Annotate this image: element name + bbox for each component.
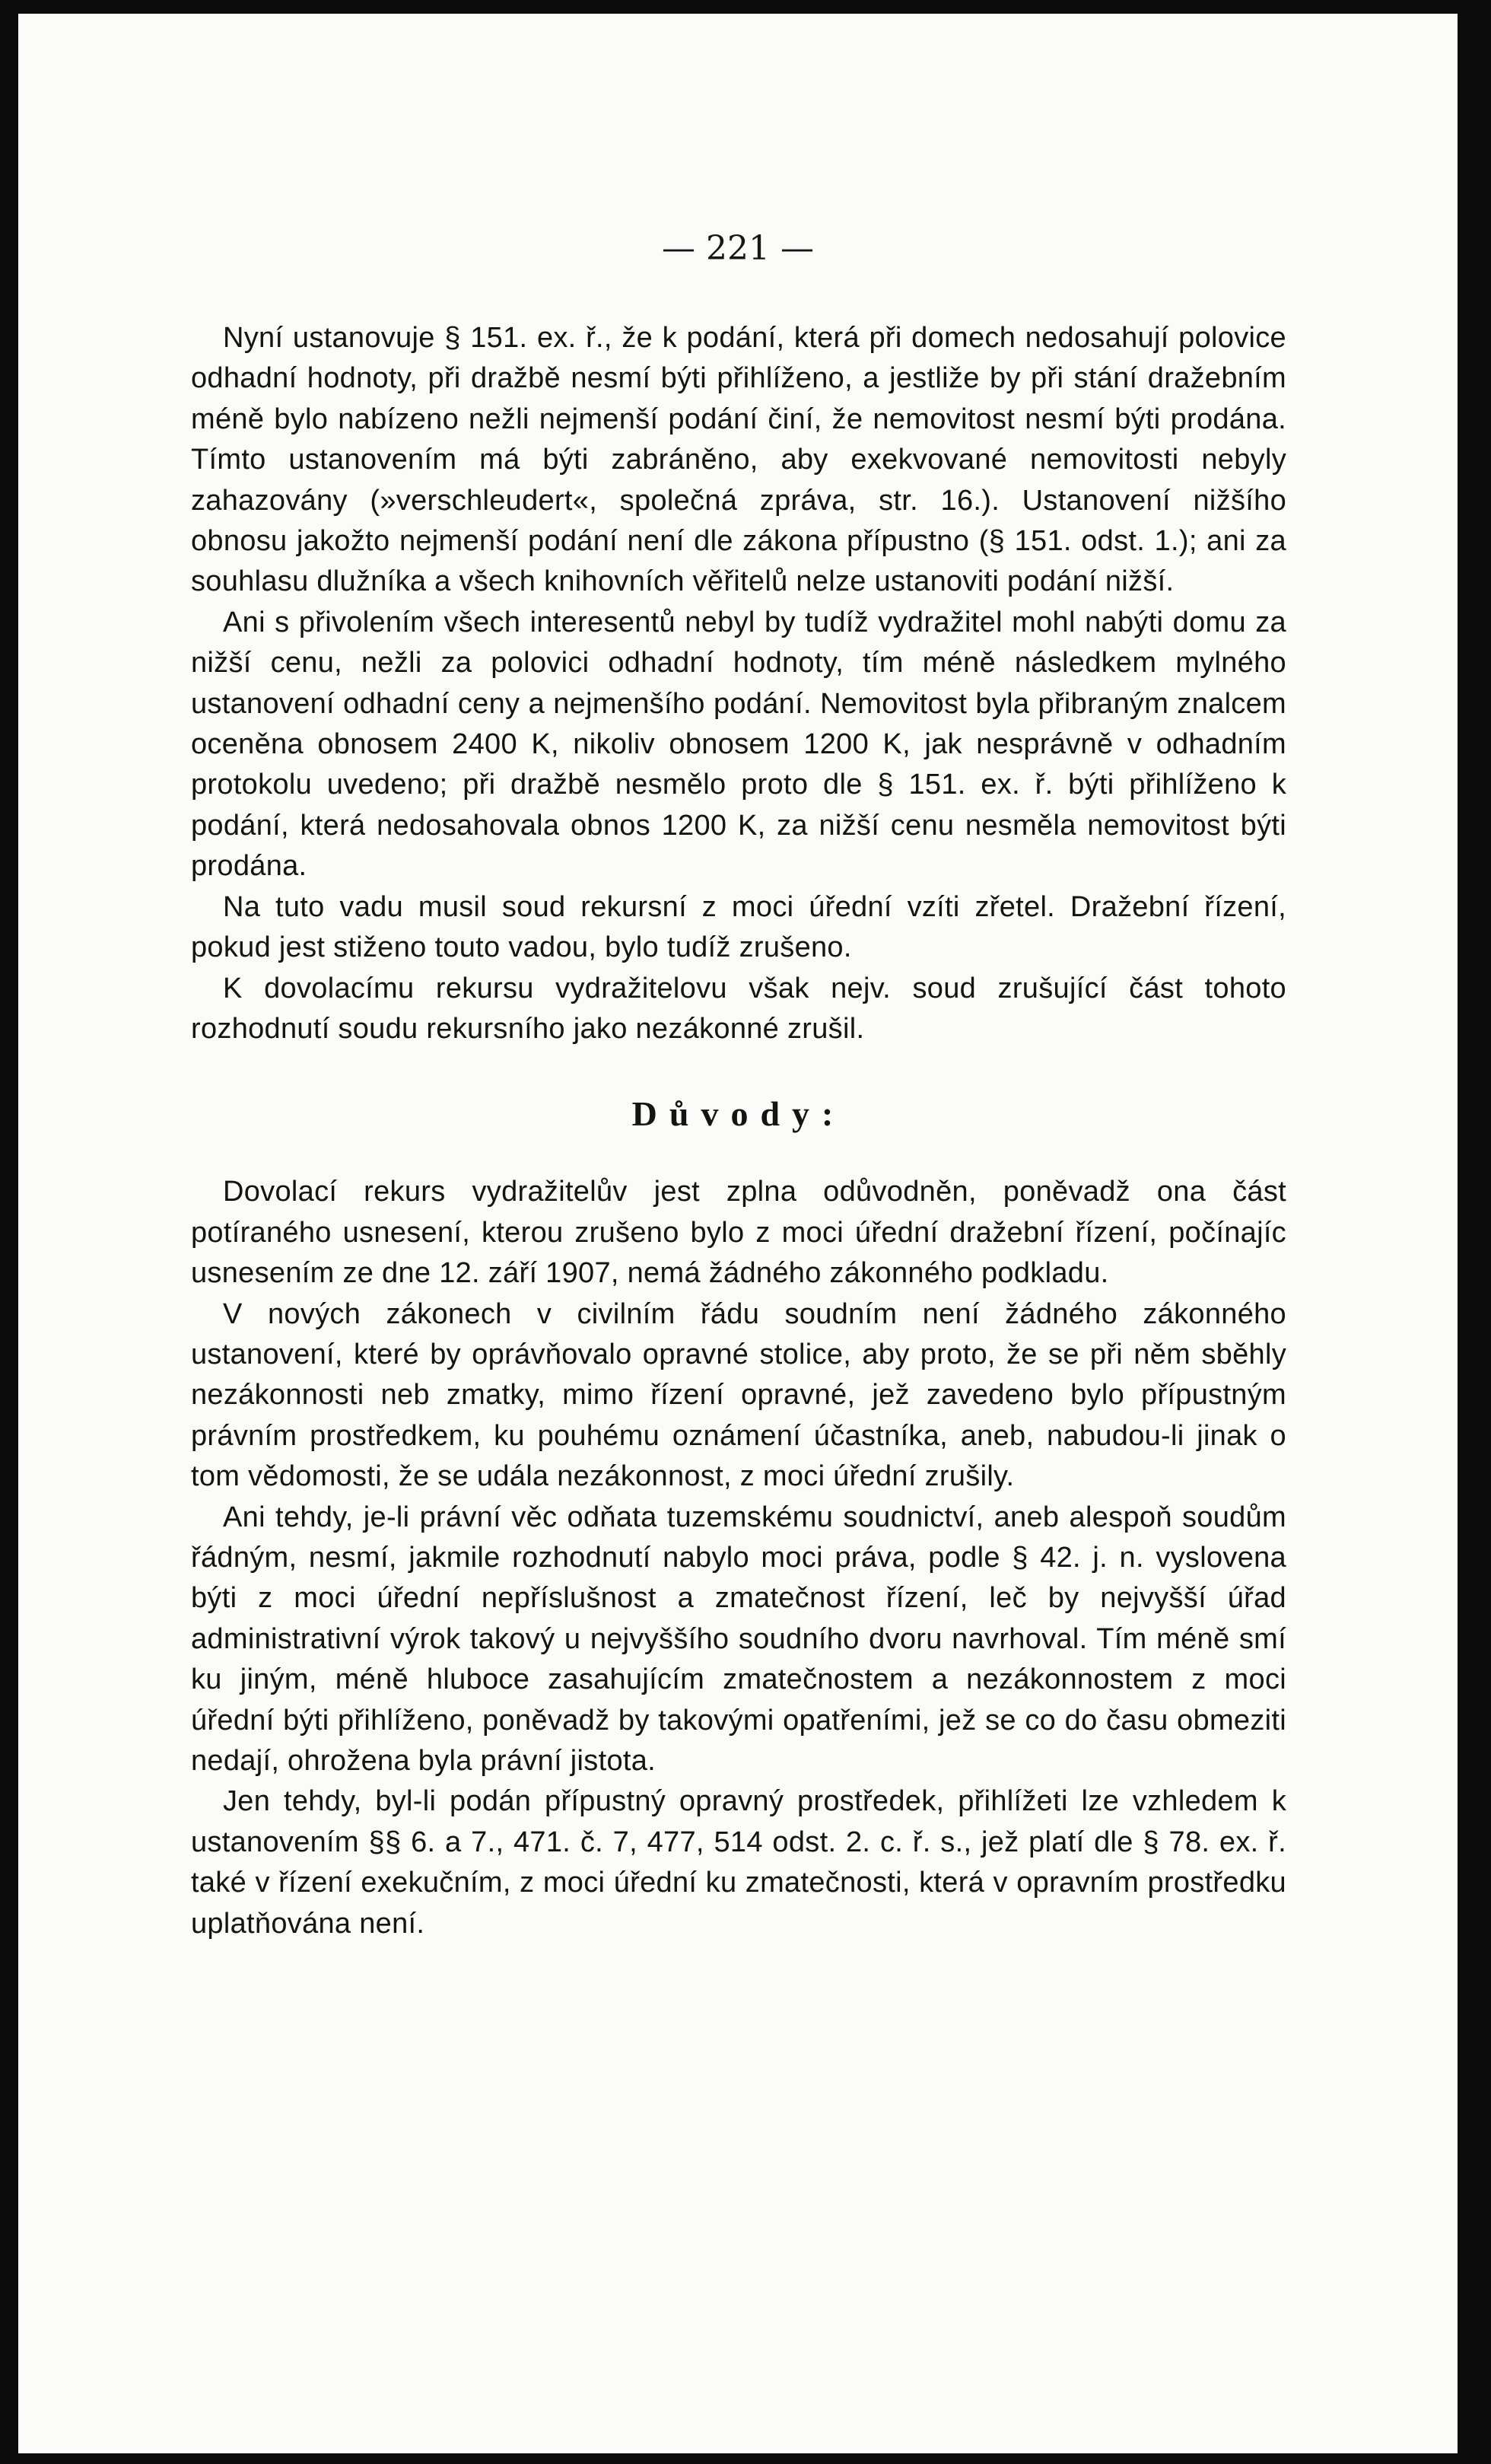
section-heading: Důvody: xyxy=(631,1094,846,1134)
document-page xyxy=(18,14,1458,2453)
paragraph: Na tuto vadu musil soud rekursní z moci úřední vzíti zřetel. Dražební řízení, pokud jest stiženo touto vadou, bylo tudíž zrušeno. xyxy=(191,890,1286,964)
section-reasons xyxy=(191,1172,1286,1944)
document-body xyxy=(191,318,1286,1944)
paragraph: Nyní ustanovuje § 151. ex. ř., že k podání, která při domech nedosahují polovice odhadní hodnoty, při dražbě nesmí býti přihlíženo, a jestliže by při stání dražebním méně bylo nabízeno nežli nejmenší podání činí, že nemovitost nesmí býti prodána. Tímto ustanovením má býti zabráněno, aby exekvované nemovitosti nebyly zahazovány (»verschleudert«, společná zpráva, str. 16.). Ustanovení nižšího obnosu jakožto nejmenší podání není dle zákona přípustno (§ 151. odst. 1.); ani za souhlasu dlužníka a všech knihovních věřitelů nelze ustanoviti podání nižší. xyxy=(191,322,1286,598)
paragraph: Ani s přivolením všech interesentů nebyl by tudíž vydražitel mohl nabýti domu za nižší cenu, nežli za polovici odhadní hodnoty, tím méně následkem mylného ustanovení odhadní ceny a nejmenšího podání. Nemovitost byla přibraným znalcem oceněna obnosem 2400 K, nikoliv obnosem 1200 K, jak nesprávně v odhadním protokolu uvedeno; při dražbě nesmělo proto dle § 151. ex. ř. býti přihlíženo k podání, která nedosahovala obnos 1200 K, za nižší cenu nesměla nemovitost býti prodána. xyxy=(191,606,1286,883)
paragraph: Dovolací rekurs vydražitelův jest zplna odůvodněn, poněvadž ona část potíraného usnesení, kterou zrušeno bylo z moci úřední dražební řízení, počínajíc usnesením ze dne 12. září 1907, nemá žádného zákonného podkladu. xyxy=(191,1176,1286,1290)
paragraph: Jen tehdy, byl-li podán přípustný opravný prostředek, přihlížeti lze vzhledem k ustanovením §§ 6. a 7., 471. č. 7, 477, 514 odst. 2. c. ř. s., jež platí dle § 78. ex. ř. také v řízení exekučním, z moci úřední ku zmatečnosti, která v opravním prostředku uplatňována není. xyxy=(191,1785,1286,1940)
paragraph: Ani tehdy, je-li právní věc odňata tuzemskému soudnictví, aneb alespoň soudům řádným, nesmí, jakmile rozhodnutí nabylo moci práva, podle § 42. j. n. vyslovena býti z moci úřední nepříslušnost a zmatečnost řízení, leč by nejvyšší úřad administrativní výrok takový u nejvyššího soudního dvoru navrhoval. Tím méně smí ku jiným, méně hluboce zasahujícím zmatečnostem a nezákonnostem z moci úřední býti přihlíženo, poněvadž by takovými opatřeními, jež se co do času obmeziti nedají, ohrožena byla právní jistota. xyxy=(191,1501,1286,1777)
section-facts xyxy=(191,318,1286,1049)
page-number: — 221 — xyxy=(662,229,814,268)
paragraph: V nových zákonech v civilním řádu soudním není žádného zákonného ustanovení, které by oprávňovalo opravné stolice, aby proto, že se při něm sběhly nezákonnosti neb zmatky, mimo řízení opravné, jež zavedeno bylo přípustným právním prostředkem, ku pouhému oznámení účastníka, aneb, nabudou-li jinak o tom vědomosti, že se udála nezákonnost, z moci úřední zrušily. xyxy=(191,1297,1286,1493)
paragraph: K dovolacímu rekursu vydražitelovu však nejv. soud zrušující část tohoto rozhodnutí soudu rekursního jako nezákonné zrušil. xyxy=(191,972,1286,1045)
